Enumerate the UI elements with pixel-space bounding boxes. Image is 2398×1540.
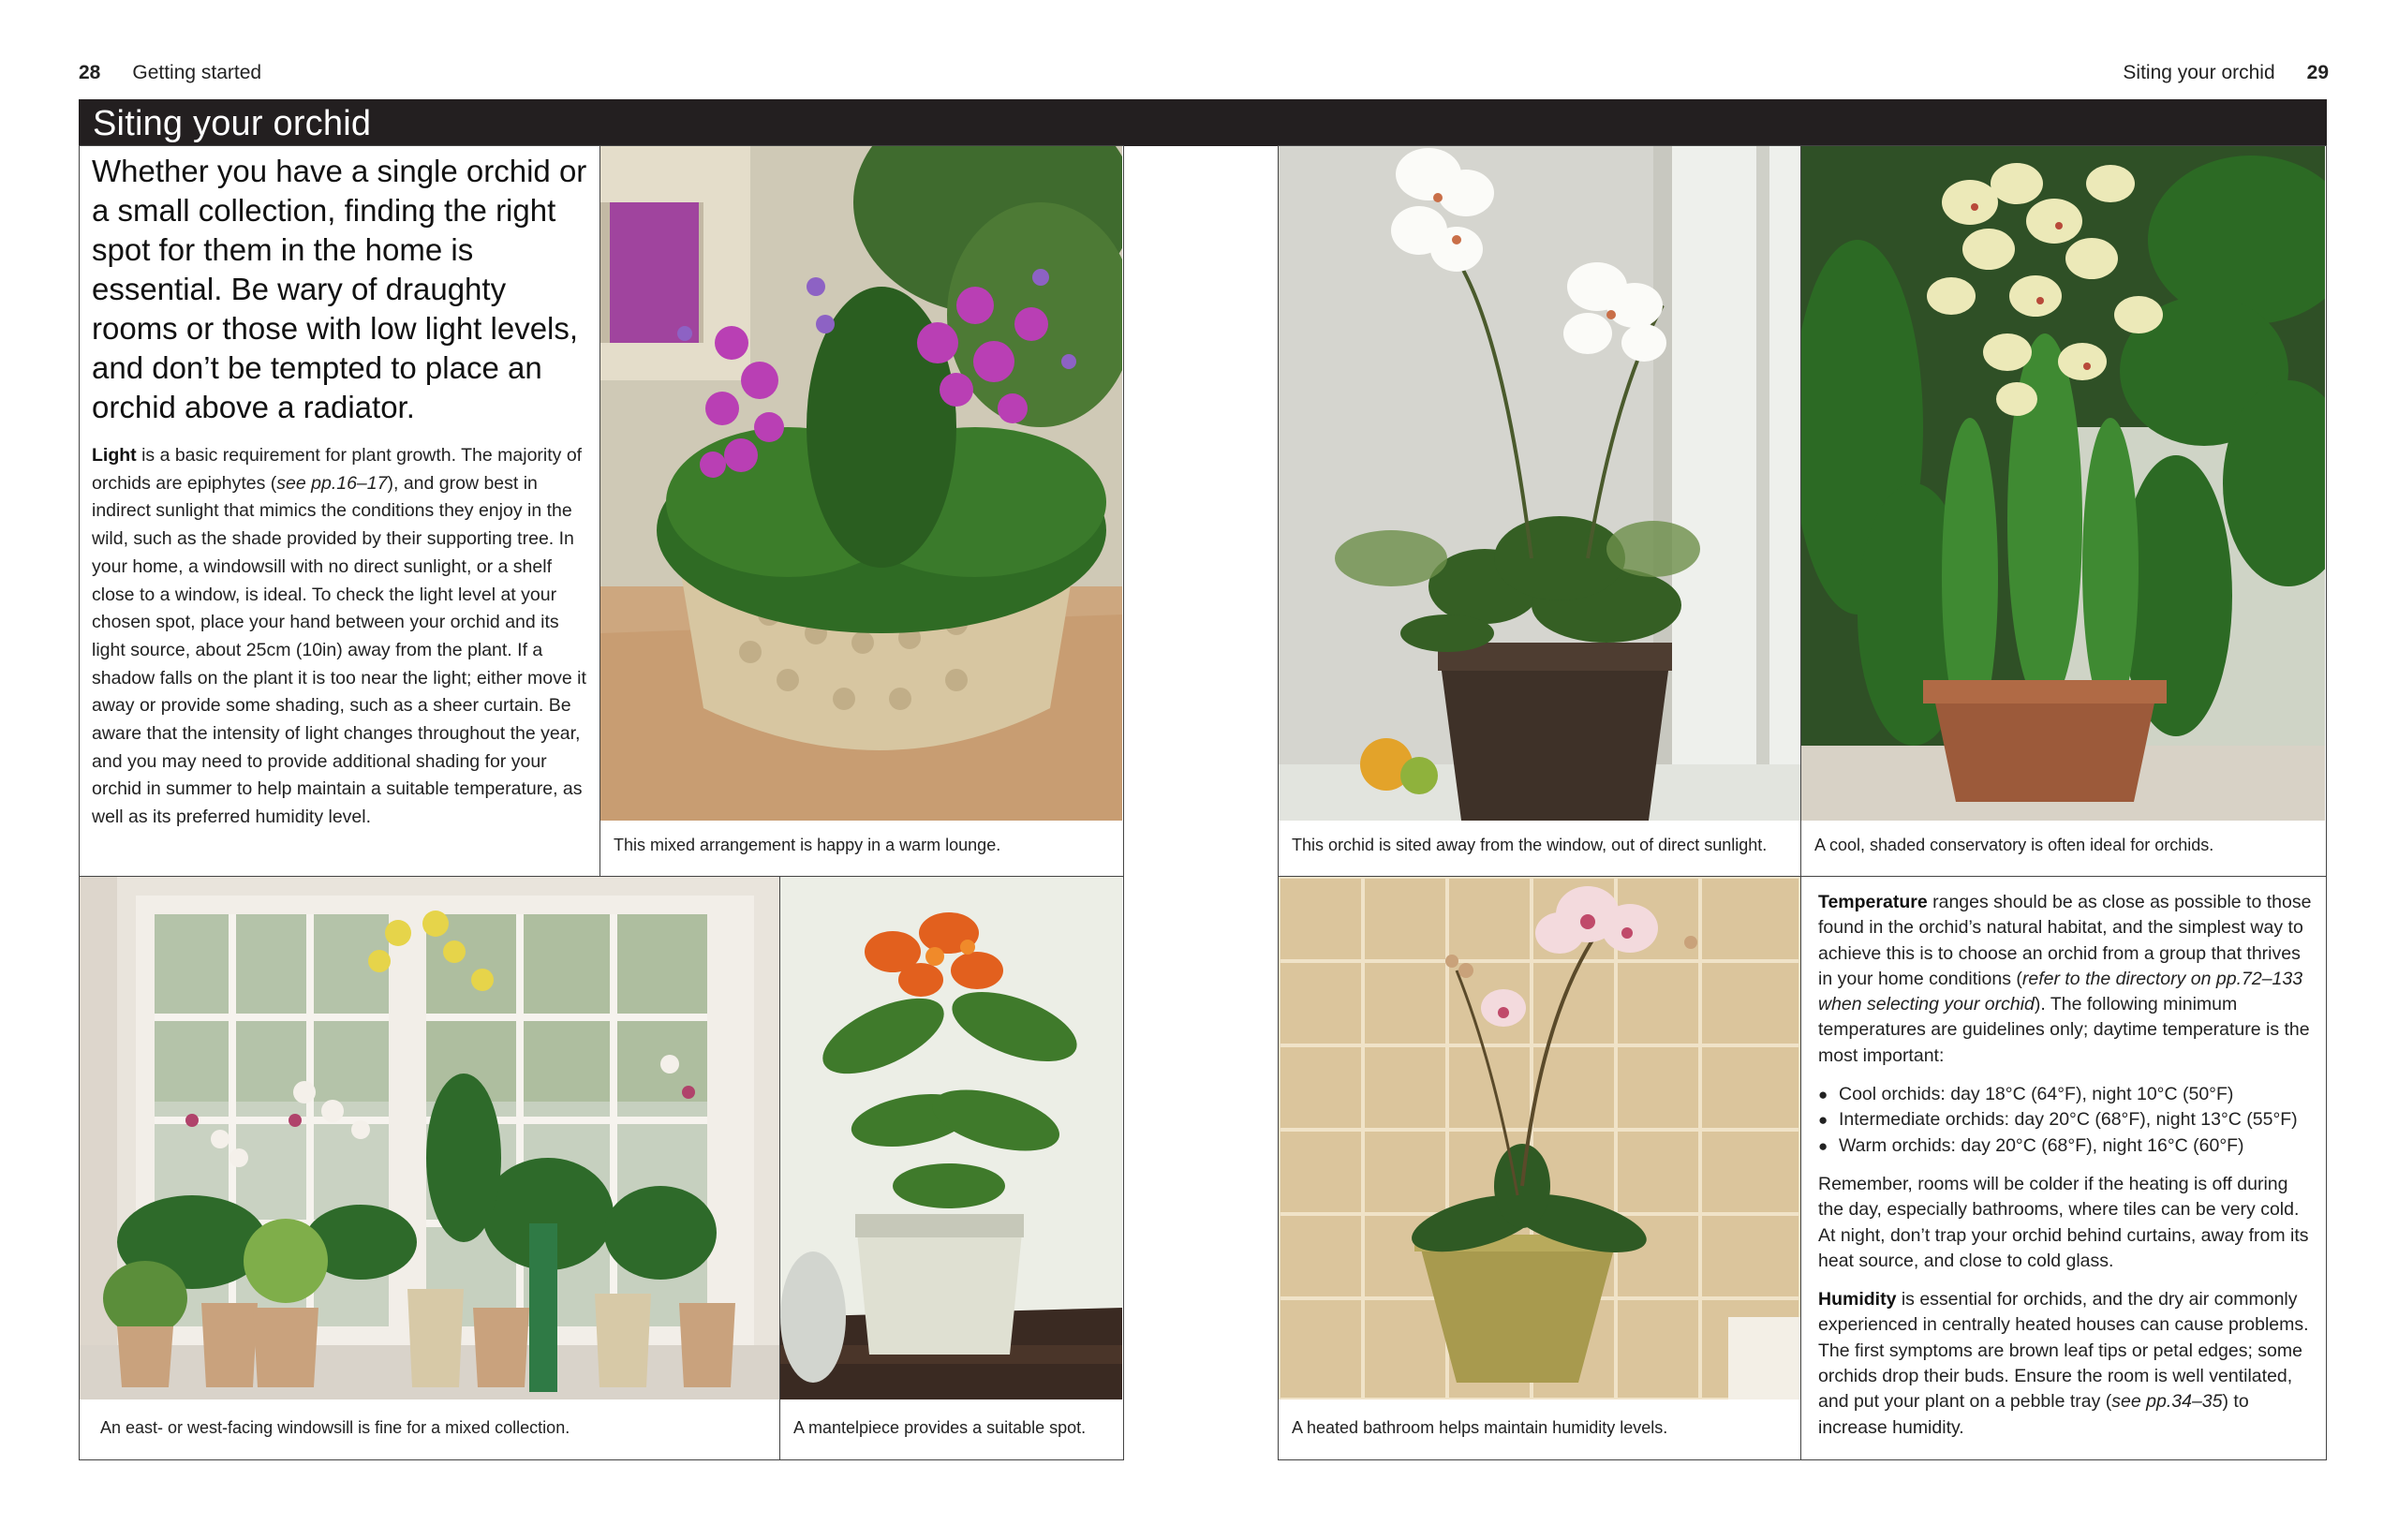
lounge-orchid-photo	[600, 146, 1122, 821]
light-paragraph	[92, 442, 592, 832]
page-title: Siting your orchid	[93, 104, 372, 143]
left-page-number: 28	[79, 62, 101, 83]
conservatory-image	[1801, 146, 2325, 821]
mantelpiece-image	[780, 877, 1122, 1399]
temperature-text-2: ). The following minimum temperatures are guidelines only; daytime temperature is the most important:	[1818, 994, 2310, 1066]
windowsill-caption: An east- or west-facing windowsill is fine for a mixed collection.	[100, 1418, 570, 1437]
windowsill-image	[80, 877, 779, 1399]
light-lead: Light	[92, 445, 137, 466]
humidity-lead: Humidity	[1818, 1289, 1897, 1310]
mantelpiece-photo-box	[779, 876, 1124, 1460]
sunlight-photo-box	[1278, 145, 1802, 878]
title-bar	[79, 99, 2327, 146]
right-running-header	[2123, 62, 2329, 84]
conservatory-photo-box	[1800, 145, 2327, 878]
bathroom-caption: A heated bathroom helps maintain humidity levels.	[1292, 1418, 1668, 1437]
bathroom-photo-box	[1278, 876, 1802, 1460]
left-section-name: Getting started	[132, 62, 262, 83]
remember-paragraph: Remember, rooms will be colder if the heating is off during the day, especially bathrooms, where tiles can be very cold. At night, don’t trap your orchid behind curtains, away from its heat source, and close to cold glass.	[1818, 1173, 2309, 1271]
temperature-bullet-cool: ● Cool orchids: day 18°C (64°F), night 10°C (50°F)	[1818, 1082, 2315, 1107]
conservatory-orchid-photo	[1801, 146, 2325, 821]
temperature-text-1: ranges should be as close as possible to those found in the orchid’s natural habitat, and the simplest way to achieve this is to choose an orchid from a group that thrives in your home conditions (	[1818, 892, 2312, 989]
sunlight-orchid-photo	[1279, 146, 1800, 821]
humidity-text-2: ) to increase humidity.	[1818, 1391, 2249, 1438]
conservatory-caption: A cool, shaded conservatory is often ideal for orchids.	[1814, 836, 2214, 854]
light-ref: see pp.16–17	[276, 472, 388, 494]
bathroom-image	[1279, 877, 1800, 1399]
temperature-bullet-intermediate: ● Intermediate orchids: day 20°C (68°F), night 13°C (55°F)	[1818, 1107, 2315, 1133]
bathroom-orchid-photo	[1279, 877, 1800, 1399]
temperature-ref: refer to the directory on pp.72–133 when selecting your orchid	[1818, 968, 2303, 1015]
lounge-photo-box	[600, 145, 1124, 878]
windowsill-orchids-photo	[80, 877, 779, 1399]
lounge-orchid-image	[600, 146, 1122, 821]
windowsill-photo-box	[79, 876, 781, 1460]
mantelpiece-orchid-photo	[780, 877, 1122, 1399]
left-running-header	[79, 62, 261, 84]
light-text-2: ), and grow best in indirect sunlight that mimics the conditions they enjoy in the wild, such as the shade provided by their supporting tree. In your home, a windowsill with no direct sunlight, or a shelf close to a window, is ideal. To check the light level at your chosen spot, place your hand between your orchid and its light source, about 25cm (10in) away from the plant. If a shadow falls on the plant it is too near the light; either move it away or provide some shading, such as a sheer curtain. Be aware that the intensity of light changes throughout the year, and you may need to provide additional shading for your orchid in summer to help maintain a suitable temperature, as well as its preferred humidity level.	[92, 472, 586, 828]
lounge-caption: This mixed arrangement is happy in a warm lounge.	[614, 836, 1001, 854]
temperature-lead: Temperature	[1818, 892, 1928, 912]
intro-paragraph: Whether you have a single orchid or a small collection, finding the right spot for them in the home is essential. Be wary of draughty rooms or those with low light levels, and don’t be tempted to place an orchid above a radiator.	[92, 154, 587, 424]
sunlight-caption: This orchid is sited away from the window, out of direct sunlight.	[1292, 836, 1768, 854]
humidity-paragraph	[1818, 1287, 2315, 1441]
temperature-bullet-warm: ● Warm orchids: day 20°C (68°F), night 16°C (60°F)	[1818, 1133, 2315, 1159]
humidity-ref: see pp.34–35	[2111, 1391, 2223, 1413]
temperature-humidity-text	[1818, 890, 2315, 1454]
mantelpiece-caption: A mantelpiece provides a suitable spot.	[793, 1418, 1087, 1437]
light-text-1: is a basic requirement for plant growth. The majority of orchids are epiphytes (	[92, 445, 583, 494]
sunlight-image	[1279, 146, 1800, 821]
temperature-paragraph	[1818, 890, 2315, 1069]
humidity-text-1: is essential for orchids, and the dry air commonly experienced in centrally heated houses can cause problems. The first symptoms are brown leaf tips or petal edges; some orchids drop their buds. Ensure the room is well ventilated, and put your plant on a pebble tray (	[1818, 1289, 2309, 1413]
right-page-number: 29	[2306, 62, 2329, 83]
right-section-name: Siting your orchid	[2123, 62, 2275, 83]
temperature-list	[1818, 1082, 2315, 1159]
